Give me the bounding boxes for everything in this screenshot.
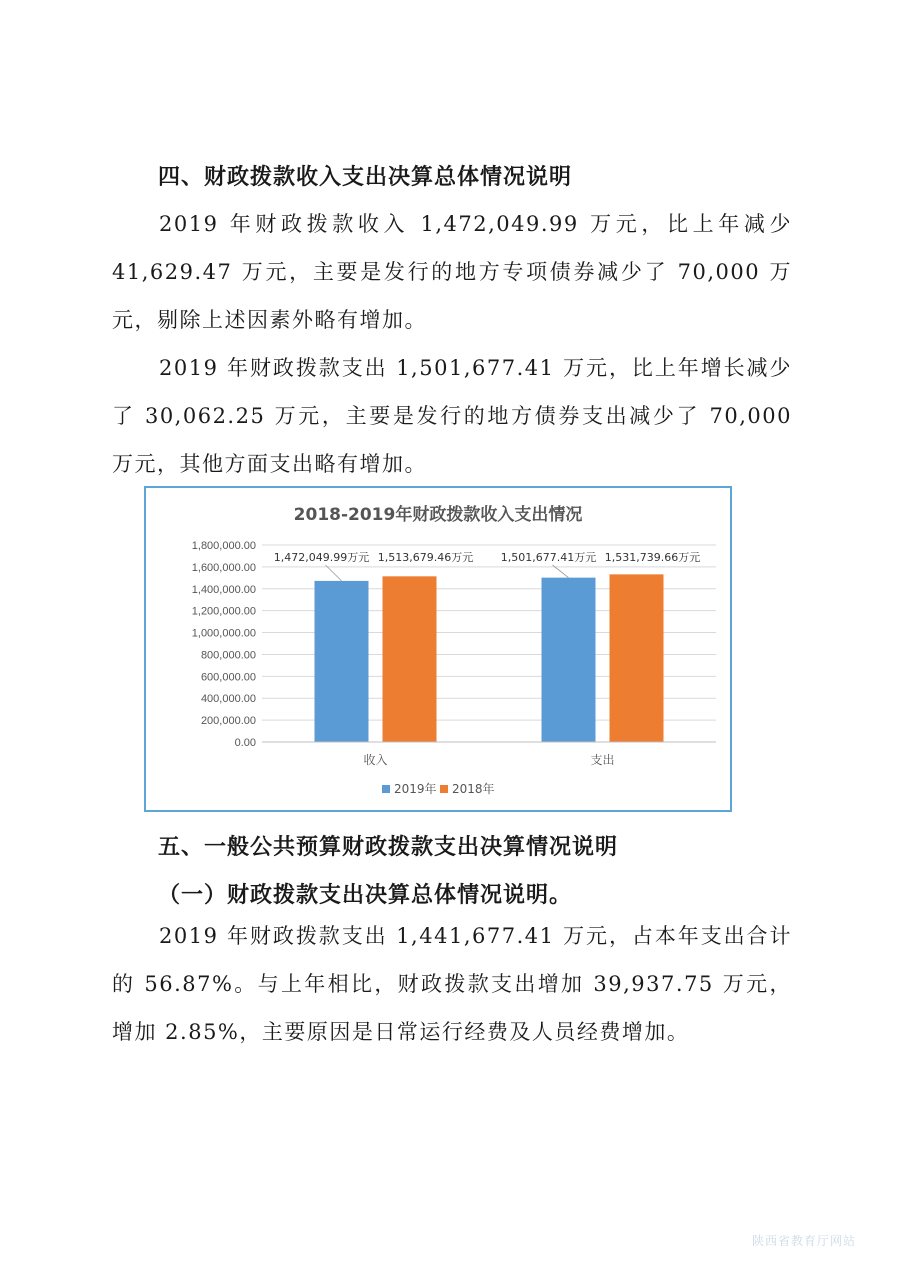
x-category-label: 支出 [590, 753, 615, 767]
x-category-label: 收入 [363, 753, 388, 767]
y-tick-label: 400,000.00 [200, 693, 256, 706]
y-tick-label: 1,000,000.00 [191, 627, 256, 640]
y-tick-label: 200,000.00 [200, 715, 256, 728]
legend-label: 2019年 [394, 782, 437, 796]
section5-paragraph: 2019 年财政拨款支出 1,441,677.41 万元，占本年支出合计的 56.87%。与上年相比，财政拨款支出增加 39,937.75 万元，增加 2.85%，主要原因是日常运行经费及人员经费增加。 [112, 924, 792, 1044]
y-tick-label: 1,200,000.00 [191, 605, 256, 618]
y-tick-label: 800,000.00 [200, 649, 256, 662]
bar-2018-1 [610, 574, 664, 742]
legend-swatch-0 [382, 785, 390, 793]
section4-paragraph-expense: 2019 年财政拨款支出 1,501,677.41 万元，比上年增长减少了 30,062.25 万元，主要是发行的地方债券支出减少了 70,000 万元，其他方面支出略有增加。 [112, 356, 792, 476]
bar-2019-1 [542, 578, 596, 742]
chart-title: 2018-2019年财政拨款收入支出情况 [293, 505, 583, 525]
data-label: 1,501,677.41万元 [500, 551, 597, 564]
section5-subheading: （一）财政拨款支出决算总体情况说明。 [158, 883, 573, 908]
income-expense-chart [144, 486, 732, 812]
bar-2018-0 [383, 576, 437, 742]
y-tick-label: 1,600,000.00 [191, 561, 256, 574]
data-label: 1,472,049.99万元 [273, 551, 370, 564]
site-watermark: 陕西省教育厅网站 [752, 1234, 857, 1248]
y-tick-label: 1,400,000.00 [191, 583, 256, 596]
legend-label: 2018年 [452, 782, 495, 796]
data-label: 1,531,739.66万元 [604, 551, 701, 564]
data-label: 1,513,679.46万元 [377, 551, 474, 564]
section4-paragraph-income: 2019 年财政拨款收入 1,472,049.99 万元，比上年减少 41,629.47 万元，主要是发行的地方专项债券减少了 70,000 万元，剔除上述因素外略有增加。 [112, 212, 792, 332]
legend-swatch-1 [440, 785, 448, 793]
section5-heading: 五、一般公共预算财政拨款支出决算情况说明 [158, 835, 619, 860]
y-tick-label: 0.00 [234, 737, 256, 749]
y-tick-label: 600,000.00 [200, 671, 256, 684]
chart-canvas [146, 488, 730, 810]
y-tick-label: 1,800,000.00 [191, 540, 256, 552]
bar-2019-0 [315, 581, 369, 742]
section4-heading: 四、财政拨款收入支出决算总体情况说明 [158, 165, 573, 190]
